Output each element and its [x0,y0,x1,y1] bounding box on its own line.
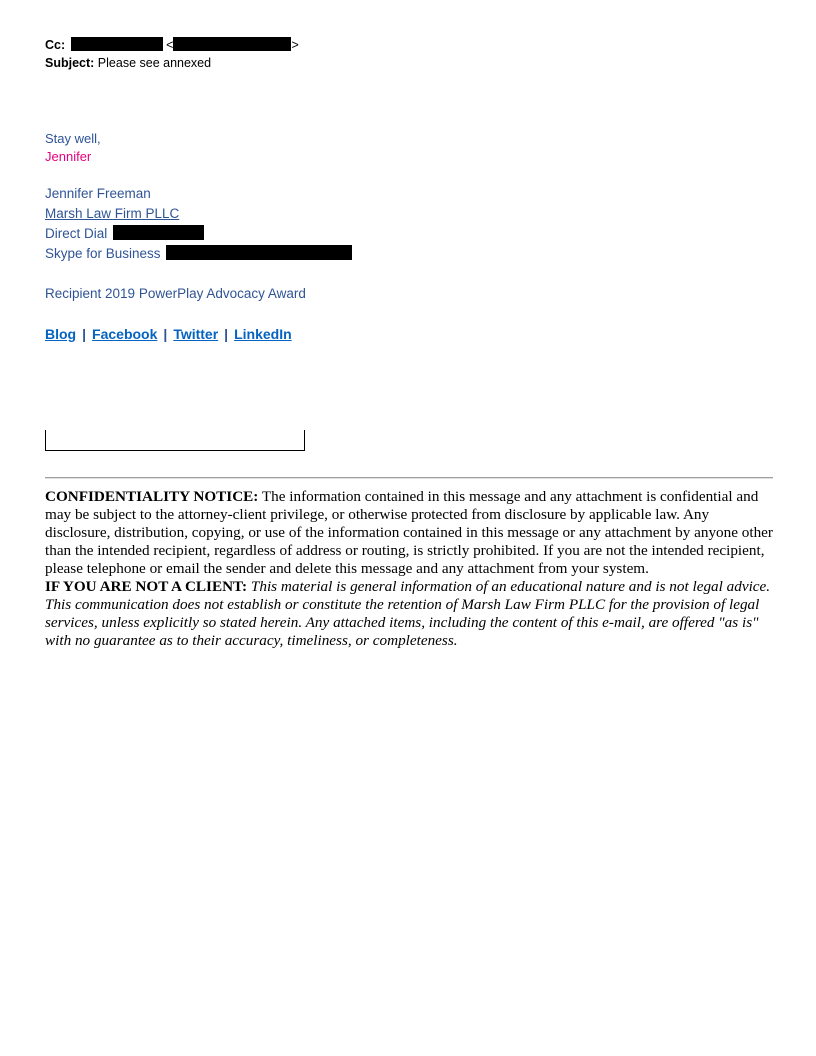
cc-label: Cc: [45,38,66,52]
facebook-link[interactable]: Facebook [92,326,158,342]
blog-link[interactable]: Blog [45,326,77,342]
direct-dial-line [45,225,204,243]
firm-link[interactable]: Marsh Law Firm PLLC [45,206,180,221]
skype-redaction [166,245,352,260]
direct-dial-redaction [113,225,204,240]
signature-firm-line [45,205,179,223]
not-client-body: This material is general information of an educational nature and is not legal advice. This communication does not establish or constitute the retention of Marsh Law Firm PLLC for the provision of legal services, unless explicitly so stated herein. Any attached items, including the content of this e-mail, are offered "as is" with no guarantee as to their accuracy, timeliness, or completeness. [45,578,771,649]
link-separator: | [82,326,87,342]
direct-dial-label: Direct Dial [45,226,108,241]
skype-label: Skype for Business [45,246,161,261]
social-links [45,325,292,343]
not-client-paragraph [45,578,773,650]
subject-value: Please see annexed [97,56,212,70]
award-line: Recipient 2019 PowerPlay Advocacy Award [45,286,306,301]
signature-first-name: Jennifer [45,149,92,164]
cc-gt: > [291,38,299,52]
subject-label: Subject: [45,56,95,70]
cc-line [45,37,299,53]
signature-closing: Stay well, [45,131,101,146]
not-client-heading: IF YOU ARE NOT A CLIENT: [45,578,248,595]
link-separator: | [224,326,229,342]
confidentiality-paragraph [45,488,773,578]
image-placeholder [45,430,305,451]
cc-email-redaction [173,37,291,51]
subject-line [45,55,211,71]
twitter-link[interactable]: Twitter [173,326,219,342]
skype-line [45,245,352,263]
confidentiality-notice [45,488,773,650]
confidentiality-heading: CONFIDENTIALITY NOTICE: [45,488,259,505]
cc-lt: < [166,38,174,52]
link-separator: | [163,326,168,342]
cc-name-redaction [71,37,163,51]
horizontal-rule [45,477,773,479]
confidentiality-body: The information contained in this message and any attachment is confidential and may be subject to the attorney-client privilege, or otherwise protected from disclosure by applicable law. Any disclosure, distribution, copying, or use of the information contained in this message or any attachment by anyone other than the intended recipient, regardless of address or routing, is strictly prohibited. If you are not the intended recipient, please telephone or email the sender and delete this message and any attachment from your system. [45,488,773,577]
linkedin-link[interactable]: LinkedIn [234,326,292,342]
signature-full-name: Jennifer Freeman [45,186,151,201]
